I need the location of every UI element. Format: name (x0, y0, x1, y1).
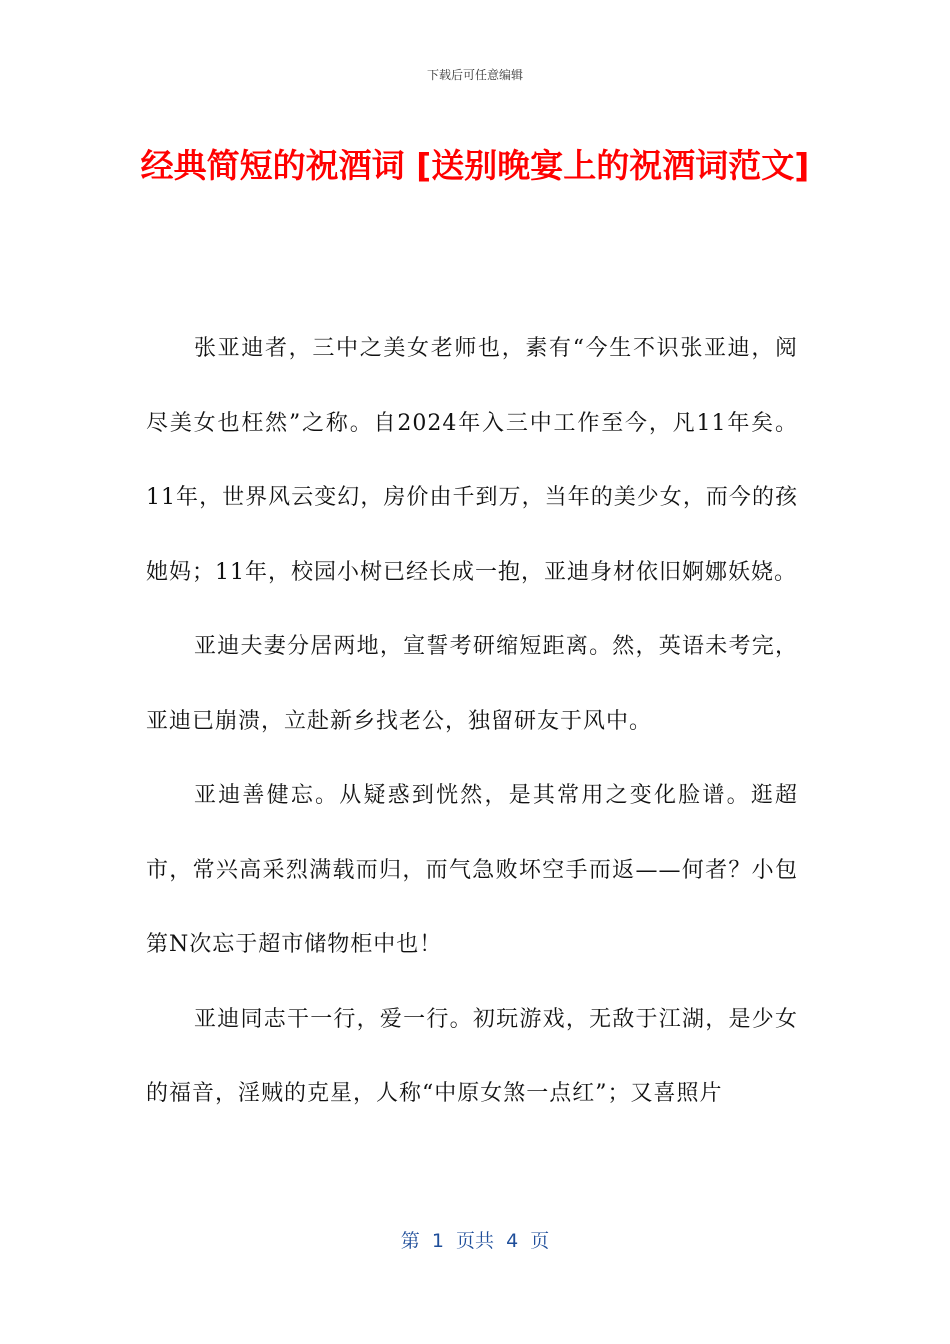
page-footer (0, 1226, 950, 1253)
paragraph-3: 亚迪善健忘。从疑惑到恍然，是其常用之变化脸谱。逛超市，常兴高采烈满载而归，而气急败坏空手而返——何者？小包第N次忘于超市储物柜中也！ (146, 783, 798, 957)
document-body (146, 312, 798, 1132)
paragraph-1: 张亚迪者，三中之美女老师也，素有“今生不识张亚迪，阅尽美女也枉然”之称。自2024年入三中工作至今，凡11年矣。11年，世界风云变幻，房价由千到万，当年的美少女，而今的孩她妈；11年，校园小树已经长成一抱，亚迪身材依旧婀娜妖娆。 (146, 336, 798, 585)
page-header-note: 下载后可任意编辑 (426, 68, 523, 82)
page-number-label: 第 1 页共 4 页 (400, 1230, 550, 1252)
paragraph-4: 亚迪同志干一行，爱一行。初玩游戏，无敌于江湖，是少女的福音，淫贼的克星，人称“中原女煞一点红”；又喜照片 (146, 1006, 798, 1106)
document-title: 经典简短的祝酒词 [送别晚宴上的祝酒词范文] (140, 146, 810, 185)
paragraph-2: 亚迪夫妻分居两地，宣誓考研缩短距离。然，英语未考完，亚迪已崩溃，立赴新乡找老公，独留研友于风中。 (146, 634, 798, 734)
